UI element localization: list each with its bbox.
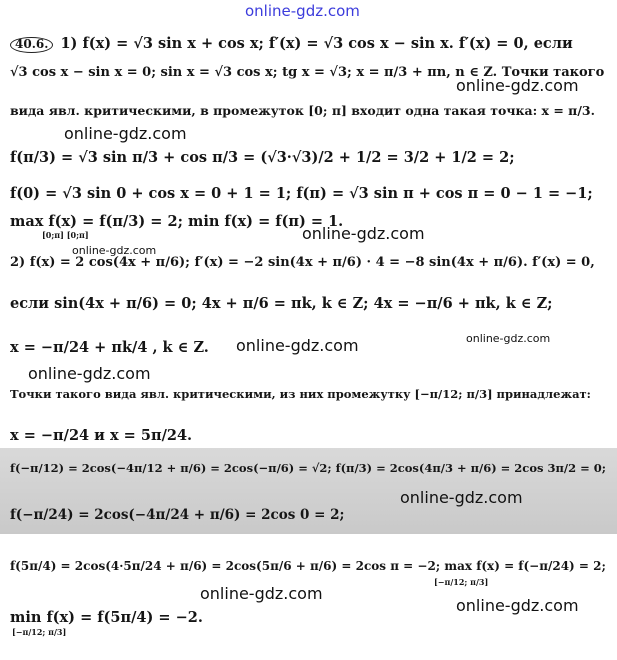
line-6: max f(x) = f(π/3) = 2; min f(x) = f(π) = 1. bbox=[10, 213, 344, 230]
watermark: online-gdz.com bbox=[72, 244, 157, 257]
watermark: online-gdz.com bbox=[456, 596, 579, 615]
watermark: online-gdz.com bbox=[466, 332, 551, 345]
watermark: online-gdz.com bbox=[456, 76, 579, 95]
line-2: √3 cos x − sin x = 0; sin x = √3 cos x; tg x = √3; x = π/3 + πn, n ∈ Z. Точки такого bbox=[10, 65, 605, 80]
watermark: online-gdz.com bbox=[302, 224, 425, 243]
line-11: x = −π/24 и x = 5π/24. bbox=[10, 427, 193, 444]
line-12: f(−π/12) = 2cos(−4π/12 + π/6) = 2cos(−π/6) = √2; f(π/3) = 2cos(4π/3 + π/6) = 2cos 3π/2 = 0; bbox=[10, 461, 606, 475]
watermark: online-gdz.com bbox=[236, 336, 359, 355]
problem-number: 40.6. bbox=[10, 37, 53, 53]
line-3: вида явл. критическими, в промежуток [0; π] входит одна такая точка: x = π/3. bbox=[10, 103, 595, 118]
watermark-top: online-gdz.com bbox=[245, 2, 360, 20]
line-13: f(−π/24) = 2cos(−4π/24 + π/6) = 2cos 0 = 2; bbox=[10, 507, 345, 523]
line-1-text: 1) f(x) = √3 sin x + cos x; f′(x) = √3 cos x − sin x. f′(x) = 0, если bbox=[60, 35, 573, 52]
line-5: f(0) = √3 sin 0 + cos x = 0 + 1 = 1; f(π) = √3 sin π + cos π = 0 − 1 = −1; bbox=[10, 185, 593, 202]
line-10: Точки такого вида явл. критическими, из них промежутку [−π/12; π/3] принадлежат: bbox=[10, 387, 591, 401]
line-15: min f(x) = f(5π/4) = −2. bbox=[10, 609, 203, 626]
line-6-subscripts: [0;π] [0;π] bbox=[42, 230, 89, 240]
line-14: f(5π/4) = 2cos(4·5π/24 + π/6) = 2cos(5π/6 + π/6) = 2cos π = −2; max f(x) = f(−π/24) = 2; bbox=[10, 559, 606, 573]
line-4: f(π/3) = √3 sin π/3 + cos π/3 = (√3·√3)/2 + 1/2 = 3/2 + 1/2 = 2; bbox=[10, 149, 515, 166]
line-1 bbox=[10, 36, 573, 53]
watermark: online-gdz.com bbox=[64, 124, 187, 143]
watermark: online-gdz.com bbox=[200, 584, 323, 603]
line-14-subscript: [−π/12; π/3] bbox=[434, 577, 489, 587]
line-9: x = −π/24 + πk/4 , k ∈ Z. bbox=[10, 339, 209, 356]
watermark: online-gdz.com bbox=[400, 488, 523, 507]
watermark: online-gdz.com bbox=[28, 364, 151, 383]
line-15-subscript: [−π/12; π/3] bbox=[12, 627, 67, 637]
line-7: 2) f(x) = 2 cos(4x + π/6); f′(x) = −2 sin(4x + π/6) · 4 = −8 sin(4x + π/6). f′(x) = 0, bbox=[10, 255, 595, 270]
line-8: если sin(4x + π/6) = 0; 4x + π/6 = πk, k ∈ Z; 4x = −π/6 + πk, k ∈ Z; bbox=[10, 295, 553, 312]
